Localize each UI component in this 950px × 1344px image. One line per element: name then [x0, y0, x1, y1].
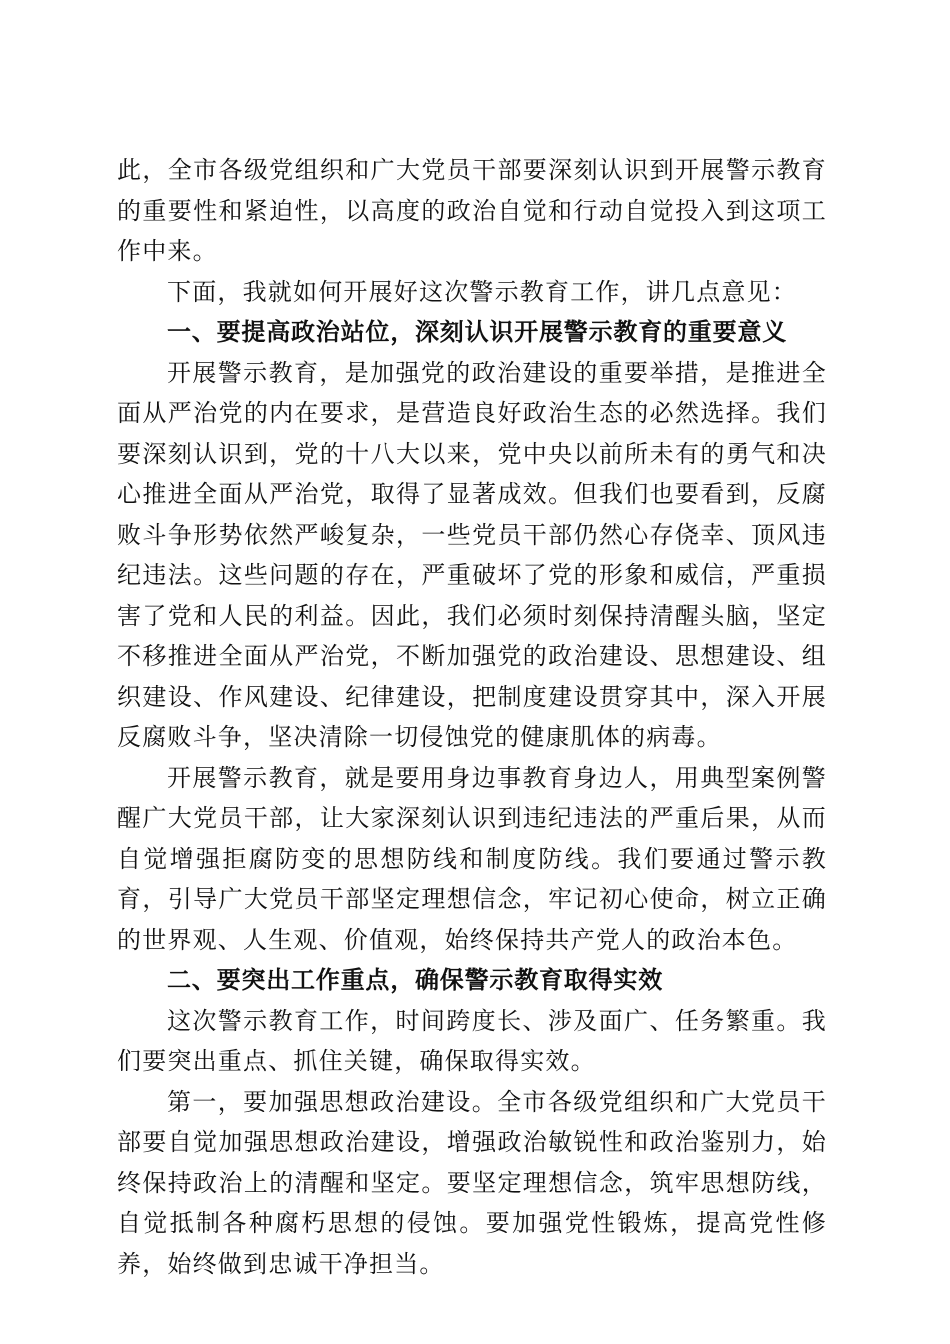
paragraph-body: 第一，要加强思想政治建设。全市各级党组织和广大党员干部要自觉加强思想政治建设，增强政治敏锐性和政治鉴别力，始终保持政治上的清醒和坚定。要坚定理想信念，筑牢思想防线，自觉抵制各种腐朽思想的侵蚀。要加强党性锻炼，提高党性修养，始终做到忠诚干净担当。: [117, 1087, 827, 1278]
paragraph-body: 开展警示教育，是加强党的政治建设的重要举措，是推进全面从严治党的内在要求，是营造良好政治生态的必然选择。我们要深刻认识到，党的十八大以来，党中央以前所未有的勇气和决心推进全面从严治党，取得了显著成效。但我们也要看到，反腐败斗争形势依然严峻复杂，一些党员干部仍然心存侥幸、顶风违纪违法。这些问题的存在，严重破坏了党的形象和威信，严重损害了党和人民的利益。因此，我们必须时刻保持清醒头脑，坚定不移推进全面从严治党，不断加强党的政治建设、思想建设、组织建设、作风建设、纪律建设，把制度建设贯穿其中，深入开展反腐败斗争，坚决清除一切侵蚀党的健康肌体的病毒。: [117, 358, 827, 751]
paragraph-continuation: 此，全市各级党组织和广大党员干部要深刻认识到开展警示教育的重要性和紧迫性，以高度的政治自觉和行动自觉投入到这项工作中来。: [117, 156, 827, 265]
paragraph-body: 开展警示教育，就是要用身边事教育身边人，用典型案例警醒广大党员干部，让大家深刻认识到违纪违法的严重后果，从而自觉增强拒腐防变的思想防线和制度防线。我们要通过警示教育，引导广大党员干部坚定理想信念，牢记初心使命，树立正确的世界观、人生观、价值观，始终保持共产党人的政治本色。: [117, 763, 827, 954]
section-heading-2: 二、要突出工作重点，确保警示教育取得实效: [167, 966, 663, 994]
document-body: [117, 150, 827, 1284]
paragraph-body: 这次警示教育工作，时间跨度长、涉及面广、任务繁重。我们要突出重点、抓住关键，确保取得实效。: [117, 1006, 827, 1075]
section-heading-1: 一、要提高政治站位，深刻认识开展警示教育的重要意义: [167, 318, 787, 346]
paragraph-intro: 下面，我就如何开展好这次警示教育工作，讲几点意见：: [167, 277, 797, 306]
